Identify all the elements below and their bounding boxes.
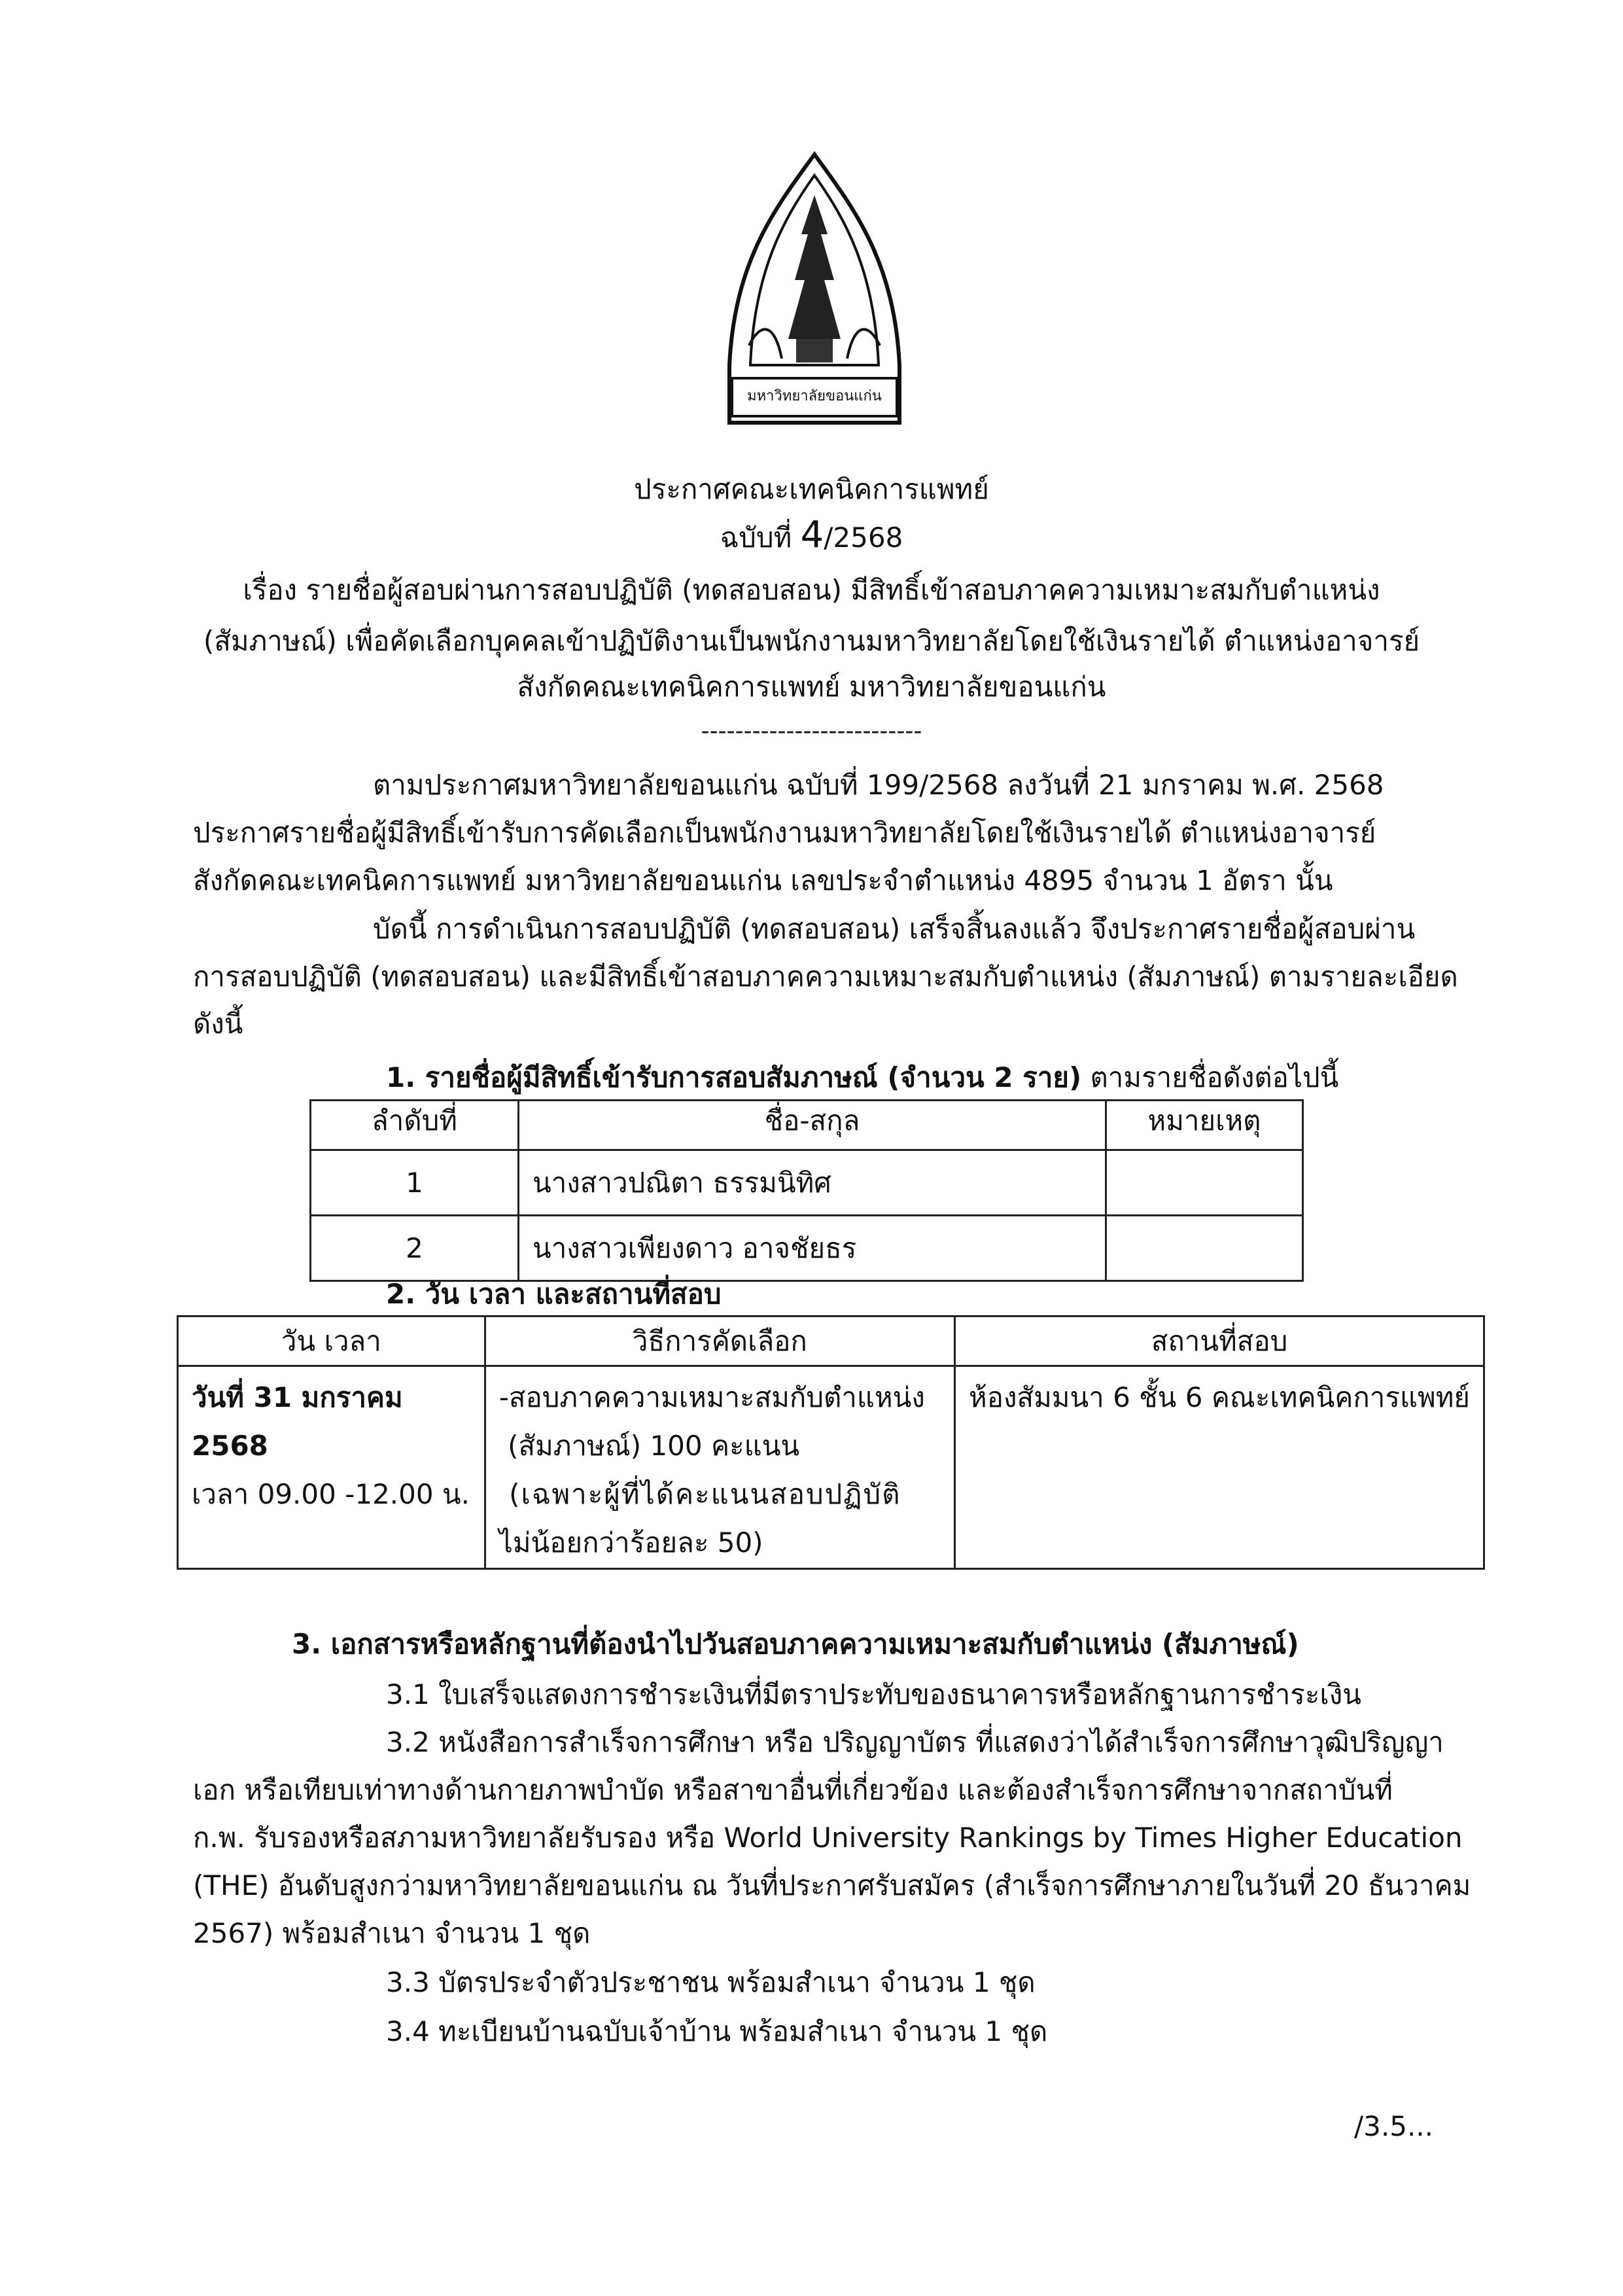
paragraph1-line2: ประกาศรายชื่อผู้มีสิทธิ์เข้ารับการคัดเลือกเป็นพนักงานมหาวิทยาลัยโดยใช้เงินรายได้ ตำแหน่งอาจารย์ (193, 817, 1376, 849)
column-header-method: วิธีการคัดเลือก (485, 1316, 954, 1366)
number-suffix: /2568 (824, 521, 903, 554)
exam-date: วันที่ 31 มกราคม 2568 (192, 1381, 403, 1462)
paragraph2-line1: บัดนี้ การดำเนินการสอบปฏิบัติ (ทดสอบสอน) เสร็จสิ้นลงแล้ว จึงประกาศรายชื่อผู้สอบผ่าน (373, 913, 1416, 945)
section2-heading: 2. วัน เวลา และสถานที่สอบ (386, 1278, 722, 1310)
paragraph1-line3: สังกัดคณะเทคนิคการแพทย์ มหาวิทยาลัยขอนแก่น เลขประจำตำแหน่ง 4895 จำนวน 1 อัตรา นั้น (193, 864, 1333, 896)
announcement-title: ประกาศคณะเทคนิคการแพทย์ (634, 473, 989, 505)
column-header-note: หมายเหตุ (1106, 1101, 1303, 1150)
doc-item-3-2-line2: เอก หรือเทียบเท่าทางด้านกายภาพบำบัด หรือสาขาอื่นที่เกี่ยวข้อง และต้องสำเร็จการศึกษาจากสถาบันที่ (193, 1774, 1393, 1806)
method-line: (เฉพาะผู้ที่ได้คะแนนสอบปฏิบัติ (498, 1478, 901, 1510)
schedule-table (177, 1315, 1485, 1570)
exam-place: ห้องสัมมนา 6 ชั้น 6 คณะเทคนิคการแพทย์ (969, 1381, 1470, 1413)
datetime-cell (178, 1366, 485, 1569)
table-row (311, 1150, 1303, 1216)
column-header-datetime: วัน เวลา (178, 1316, 485, 1366)
table-header-row (311, 1101, 1303, 1150)
row-name: นางสาวปณิตา ธรรมนิทิศ (519, 1150, 1106, 1216)
row-note (1106, 1216, 1303, 1281)
doc-item-3-2-line5: 2567) พร้อมสำเนา จำนวน 1 ชุด (193, 1917, 591, 1949)
section1-heading (386, 1058, 1338, 1097)
paragraph1-line1: ตามประกาศมหาวิทยาลัยขอนแก่น ฉบับที่ 199/2568 ลงวันที่ 21 มกราคม พ.ศ. 2568 (373, 769, 1384, 801)
section1-heading-bold: 1. รายชื่อผู้มีสิทธิ์เข้ารับการสอบสัมภาษณ์ (จำนวน 2 ราย) (386, 1061, 1082, 1093)
doc-item-3-4: 3.4 ทะเบียนบ้านฉบับเจ้าบ้าน พร้อมสำเนา จำนวน 1 ชุด (386, 2015, 1048, 2047)
announcement-number (0, 516, 1623, 557)
candidate-table (309, 1099, 1304, 1282)
row-name: นางสาวเพียงดาว อาจชัยธร (519, 1216, 1106, 1281)
paragraph2-line3: ดังนี้ (193, 1008, 243, 1040)
subject-line-3: สังกัดคณะเทคนิคการแพทย์ มหาวิทยาลัยขอนแก่น (517, 671, 1106, 703)
exam-time: เวลา 09.00 -12.00 น. (192, 1478, 470, 1510)
doc-item-3-1: 3.1 ใบเสร็จแสดงการชำระเงินที่มีตราประทับของธนาคารหรือหลักฐานการชำระเงิน (386, 1678, 1361, 1710)
column-header-place: สถานที่สอบ (955, 1316, 1484, 1366)
separator: -------------------------- (701, 718, 922, 745)
table-row (178, 1366, 1484, 1569)
number-prefix: ฉบับที่ (720, 521, 801, 554)
place-cell (955, 1366, 1484, 1569)
method-line: ไม่น้อยกว่าร้อยละ 50) (498, 1527, 763, 1559)
row-no: 2 (311, 1216, 519, 1281)
row-note (1106, 1150, 1303, 1216)
section3-heading: 3. เอกสารหรือหลักฐานที่ต้องนำไปวันสอบภาคความเหมาะสมกับตำแหน่ง (สัมภาษณ์) (292, 1628, 1299, 1660)
continuation-marker: /3.5... (1354, 2110, 1433, 2142)
method-line: (สัมภาษณ์) 100 คะแนน (498, 1430, 800, 1462)
paragraph2-line2: การสอบปฏิบัติ (ทดสอบสอน) และมีสิทธิ์เข้าสอบภาคความเหมาะสมกับตำแหน่ง (สัมภาษณ์) ตามรายละเอียด (193, 961, 1458, 993)
doc-item-3-2-line4: (THE) อันดับสูงกว่ามหาวิทยาลัยขอนแก่น ณ วันที่ประกาศรับสมัคร (สำเร็จการศึกษาภายในวันที่ 20 ธันวาคม (193, 1869, 1471, 1901)
table-row (311, 1216, 1303, 1281)
doc-item-3-2-line1: 3.2 หนังสือการสำเร็จการศึกษา หรือ ปริญญาบัตร ที่แสดงว่าได้สำเร็จการศึกษาวุฒิปริญญา (386, 1726, 1444, 1758)
row-no: 1 (311, 1150, 519, 1216)
number-handwritten: 4 (800, 514, 824, 556)
logo-caption: มหาวิทยาลัยขอนแก่น (747, 388, 882, 404)
university-logo (723, 149, 906, 431)
section1-heading-rest: ตามรายชื่อดังต่อไปนี้ (1081, 1061, 1339, 1093)
subject-line-2: (สัมภาษณ์) เพื่อคัดเลือกบุคคลเข้าปฏิบัติงานเป็นพนักงานมหาวิทยาลัยโดยใช้เงินรายได้ ตำแหน่งอาจารย์ (203, 625, 1420, 657)
doc-item-3-3: 3.3 บัตรประจำตัวประชาชน พร้อมสำเนา จำนวน 1 ชุด (386, 1966, 1036, 1998)
subject-line-1: เรื่อง รายชื่อผู้สอบผ่านการสอบปฏิบัติ (ทดสอบสอน) มีสิทธิ์เข้าสอบภาคความเหมาะสมกับตำแหน่ง (243, 574, 1380, 606)
column-header-name: ชื่อ-สกุล (519, 1101, 1106, 1150)
method-line: -สอบภาคความเหมาะสมกับตำแหน่ง (498, 1381, 925, 1413)
method-cell (485, 1366, 954, 1569)
doc-item-3-2-line3: ก.พ. รับรองหรือสภามหาวิทยาลัยรับรอง หรือ World University Rankings by Times Higher Education (193, 1822, 1463, 1854)
column-header-no: ลำดับที่ (311, 1101, 519, 1150)
table-header-row (178, 1316, 1484, 1366)
